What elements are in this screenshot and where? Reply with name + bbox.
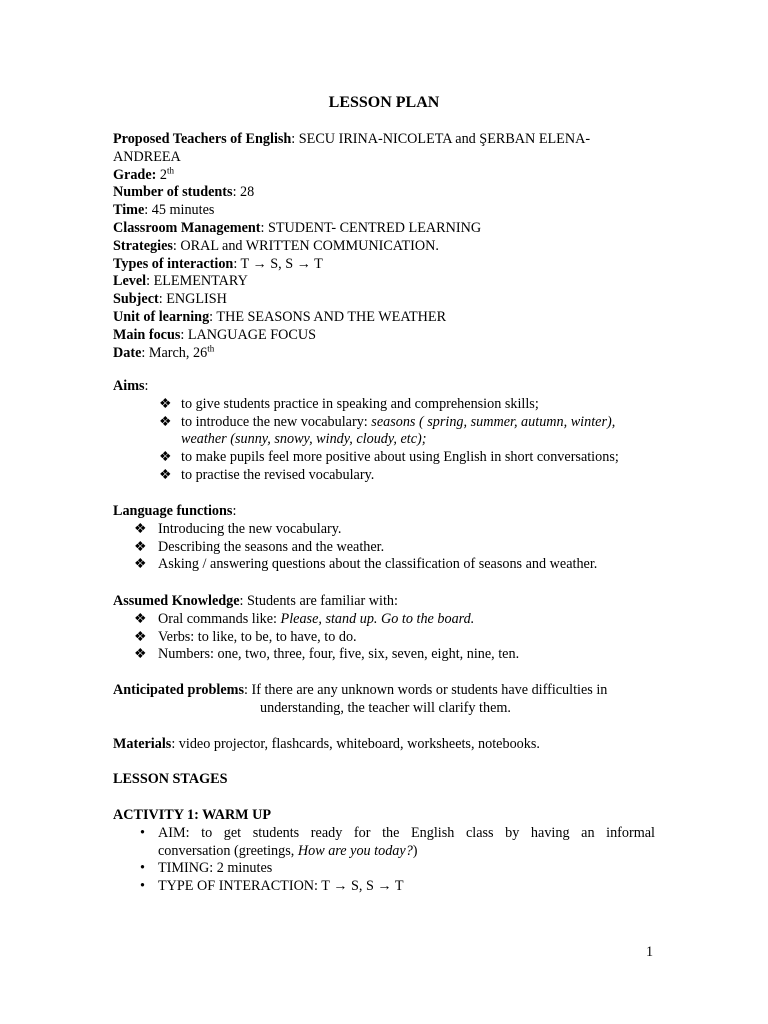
materials-section xyxy=(113,736,658,754)
classroom-line: Classroom Management: STUDENT- CENTRED LEARNING xyxy=(113,219,482,236)
diamond-bullet-icon: ❖ xyxy=(159,449,172,466)
diamond-bullet-icon: ❖ xyxy=(134,556,147,573)
diamond-bullet-icon: ❖ xyxy=(134,538,147,555)
bullet-dot-icon: • xyxy=(140,860,145,877)
level-line: Level: ELEMENTARY xyxy=(113,273,248,290)
diamond-bullet-icon: ❖ xyxy=(134,520,147,537)
list-item: ❖ Asking / answering questions about the classification of seasons and weather. xyxy=(134,556,598,573)
aims-section xyxy=(113,378,658,485)
list-item-cont: conversation (greetings, How are you today?) xyxy=(158,842,418,859)
list-item: • TIMING: 2 minutes xyxy=(140,860,273,877)
list-item: • AIM: to get students ready for the English class by having an informal xyxy=(140,824,655,841)
list-item-cont: weather (sunny, snowy, windy, cloudy, etc); xyxy=(181,431,427,448)
grade-line: Grade: 2th xyxy=(113,164,174,183)
language-functions-heading: Language functions: xyxy=(113,503,237,519)
assumed-knowledge-heading: Assumed Knowledge: Students are familiar with: xyxy=(113,593,398,609)
language-functions-section xyxy=(113,503,658,574)
strategies-line: Strategies: ORAL and WRITTEN COMMUNICATION. xyxy=(113,237,439,254)
list-item: ❖ Describing the seasons and the weather. xyxy=(134,538,385,555)
students-line: Number of students: 28 xyxy=(113,184,255,201)
time-line: Time: 45 minutes xyxy=(113,202,215,219)
materials-line: Materials: video projector, flashcards, whiteboard, worksheets, notebooks. xyxy=(113,736,540,752)
subject-line: Subject: ENGLISH xyxy=(113,291,227,308)
bullet-dot-icon: • xyxy=(140,878,145,895)
activity-1-heading: ACTIVITY 1: WARM UP xyxy=(113,807,272,823)
diamond-bullet-icon: ❖ xyxy=(159,413,172,430)
unit-line: Unit of learning: THE SEASONS AND THE WEATHER xyxy=(113,308,447,325)
header-info xyxy=(113,131,658,362)
page-title: LESSON PLAN xyxy=(328,94,440,111)
assumed-knowledge-section xyxy=(113,593,658,664)
list-item: ❖ to give students practice in speaking and comprehension skills; xyxy=(159,395,539,412)
list-item: ❖ Introducing the new vocabulary. xyxy=(134,520,342,537)
teachers-line: Proposed Teachers of English: SECU IRINA-NICOLETA and ŞERBAN ELENA- xyxy=(113,131,591,147)
diamond-bullet-icon: ❖ xyxy=(159,466,172,483)
focus-line: Main focus: LANGUAGE FOCUS xyxy=(113,326,316,343)
interaction-line: Types of interaction: T → S, S → T xyxy=(113,255,323,272)
list-item: ❖ Numbers: one, two, three, four, five, six, seven, eight, nine, ten. xyxy=(134,646,520,663)
diamond-bullet-icon: ❖ xyxy=(134,628,147,645)
list-item: ❖ Oral commands like: Please, stand up. Go to the board. xyxy=(134,610,475,627)
anticipated-line-2: understanding, the teacher will clarify them. xyxy=(260,699,511,716)
list-item: ❖ to make pupils feel more positive about using English in short conversations; xyxy=(159,449,619,466)
anticipated-line-1: Anticipated problems: If there are any unknown words or students have difficulties in xyxy=(113,682,608,698)
bullet-dot-icon: • xyxy=(140,824,145,841)
list-item: ❖ to practise the revised vocabulary. xyxy=(159,466,375,483)
page-number: 1 xyxy=(646,944,654,960)
list-item: ❖ to introduce the new vocabulary: seasons ( spring, summer, autumn, winter), xyxy=(159,413,616,430)
teachers-line-cont: ANDREEA xyxy=(113,148,181,165)
list-item: • TYPE OF INTERACTION: T → S, S → T xyxy=(140,878,404,895)
date-line: Date: March, 26th xyxy=(113,342,215,361)
activity-1-section xyxy=(113,807,658,896)
lesson-stages-heading: LESSON STAGES xyxy=(113,771,228,787)
anticipated-problems-section xyxy=(113,682,658,718)
diamond-bullet-icon: ❖ xyxy=(134,610,147,627)
diamond-bullet-icon: ❖ xyxy=(159,395,172,412)
aims-heading: Aims: xyxy=(113,378,149,394)
diamond-bullet-icon: ❖ xyxy=(134,646,147,663)
list-item: ❖ Verbs: to like, to be, to have, to do. xyxy=(134,628,357,645)
